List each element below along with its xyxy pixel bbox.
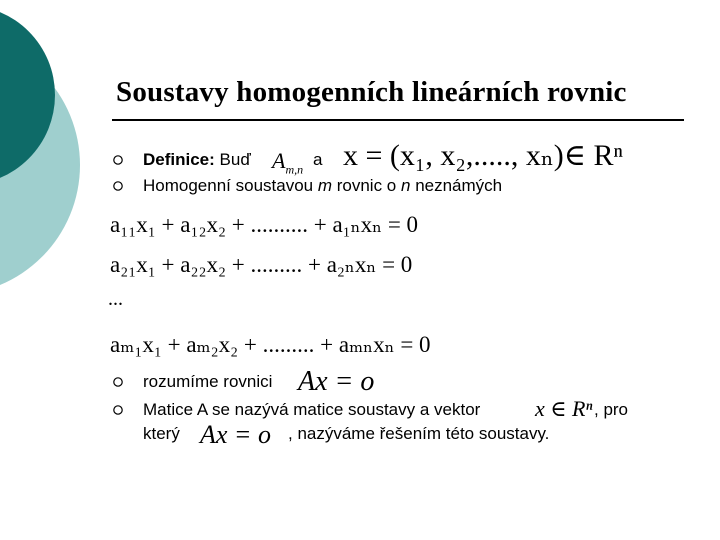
definition-text: Buď	[214, 150, 251, 169]
matrix-system-text-end: , pro	[594, 400, 629, 419]
vector-x-in-Rn: x ∈ Rⁿ	[535, 396, 593, 421]
homogeneous-system-line: Homogenní soustavou m rovnic o n neznámých	[143, 176, 503, 195]
equation-ellipsis: ...	[108, 288, 123, 310]
equation-row-m: aₘ₁x₁ + aₘ₂x₂ + ......... + aₘₙxₙ = 0	[110, 332, 431, 357]
equation-row-2: a₂₁x₁ + a₂₂x₂ + ......... + a₂ₙxₙ = 0	[110, 252, 413, 277]
equation-Ax-o-2: Ax = o	[200, 420, 271, 449]
matrix-system-text: Matice A se nazývá matice soustavy a vektor	[143, 400, 481, 419]
bullet-circle-icon	[112, 180, 124, 192]
solution-definition-text: , nazýváme řešením této soustavy.	[288, 424, 550, 443]
bullet-circle-icon	[112, 376, 124, 388]
matrix-A-mn: $A_{m,n}$	[272, 148, 304, 177]
decorative-circles	[0, 0, 120, 300]
title-underline	[112, 119, 684, 121]
understand-equation-text: rozumíme rovnici	[143, 372, 273, 391]
vector-x-definition: x = (x₁, x₂,....., xₙ)∈ Rⁿ	[343, 139, 623, 172]
equation-Ax-o: Ax = o	[298, 366, 375, 397]
definition-line	[143, 150, 251, 170]
definition-and: a	[313, 150, 323, 169]
definition-label: Definice:	[143, 150, 215, 169]
bullet-circle-icon	[112, 154, 124, 166]
bullet-circle-icon	[112, 404, 124, 416]
solution-which-text: který	[143, 424, 180, 443]
slide-title: Soustavy homogenních lineárních rovnic	[116, 76, 627, 108]
equation-row-1: a₁₁x₁ + a₁₂x₂ + .......... + a₁ₙxₙ = 0	[110, 212, 419, 237]
